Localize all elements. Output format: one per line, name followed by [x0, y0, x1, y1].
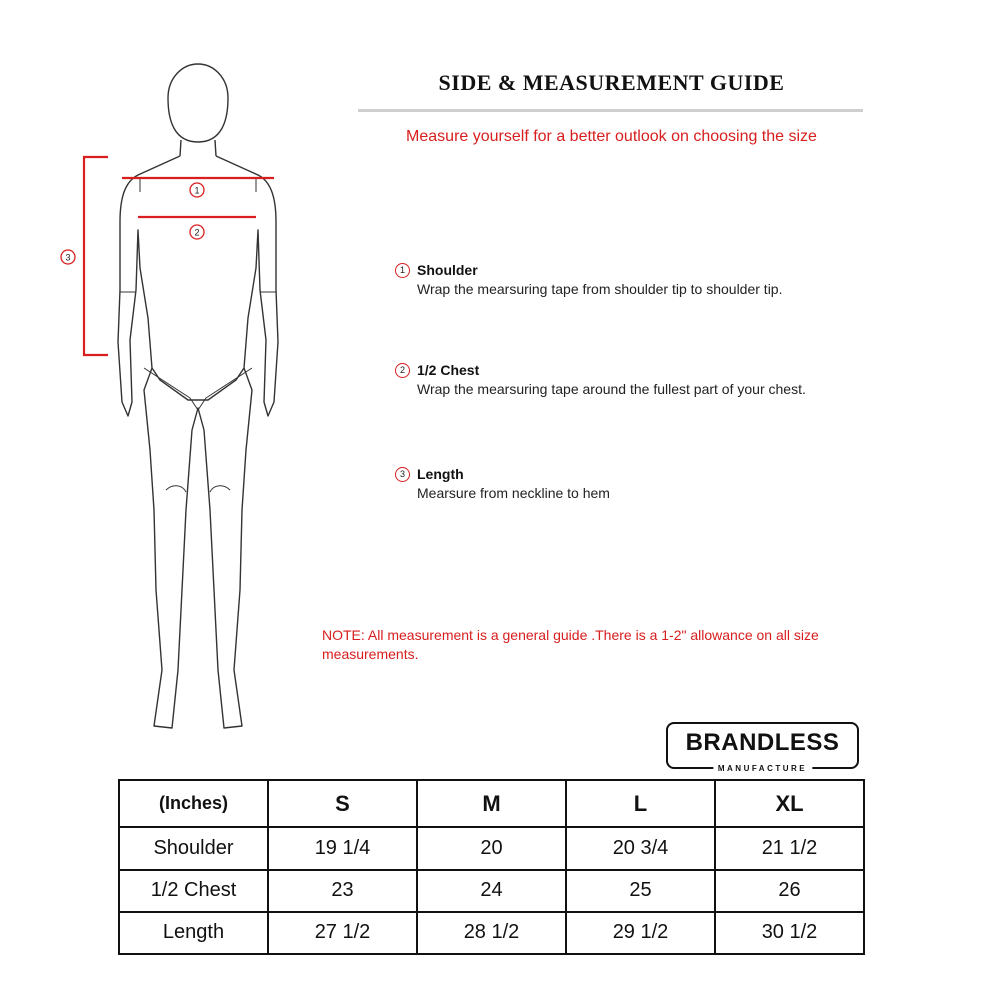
table-cell: 21 1/2 [715, 827, 864, 869]
svg-text:1: 1 [194, 185, 200, 196]
table-cell: 29 1/2 [566, 912, 715, 954]
size-chart-table [118, 779, 865, 955]
guide-description: Mearsure from neckline to hem [417, 485, 610, 501]
guide-item-shoulder [395, 261, 875, 297]
marker-2 [190, 225, 204, 239]
row-label: 1/2 Chest [119, 870, 268, 912]
table-cell: 20 3/4 [566, 827, 715, 869]
table-cell: 19 1/4 [268, 827, 417, 869]
row-label: Length [119, 912, 268, 954]
header-cell-m: M [417, 780, 566, 827]
table-cell: 28 1/2 [417, 912, 566, 954]
page-title: SIDE & MEASUREMENT GUIDE [438, 70, 785, 95]
number-badge: 3 [395, 467, 410, 482]
table-row [119, 827, 864, 869]
number-badge: 2 [395, 363, 410, 378]
table-header-row [119, 780, 864, 827]
guide-item-chest [395, 361, 875, 397]
legs-outline [144, 368, 252, 728]
page-subtitle: Measure yourself for a better outlook on choosing the size [406, 128, 817, 145]
table-cell: 24 [417, 870, 566, 912]
header-cell-xl: XL [715, 780, 864, 827]
logo-wordmark: BRANDLESS [685, 729, 840, 756]
row-label: Shoulder [119, 827, 268, 869]
table-cell: 27 1/2 [268, 912, 417, 954]
head-outline [168, 64, 228, 142]
allowance-note: NOTE: All measurement is a general guide .There is a 1-2" allowance on all size measurements. [322, 627, 819, 662]
guide-description: Wrap the mearsuring tape from shoulder tip to shoulder tip. [417, 281, 783, 297]
header-cell-s: S [268, 780, 417, 827]
guide-title: Shoulder [417, 262, 478, 278]
table-cell: 20 [417, 827, 566, 869]
length-measure-bracket [84, 157, 108, 355]
marker-1 [190, 183, 204, 197]
svg-text:2: 2 [194, 227, 200, 238]
title-divider [358, 109, 863, 112]
table-cell: 30 1/2 [715, 912, 864, 954]
guide-description: Wrap the mearsuring tape around the fullest part of your chest. [417, 381, 806, 397]
logo-tagline: MANUFACTURE [713, 764, 812, 773]
brand-logo [666, 722, 859, 773]
header-cell-unit: (Inches) [119, 780, 268, 827]
table-row [119, 870, 864, 912]
header-cell-l: L [566, 780, 715, 827]
table-cell: 25 [566, 870, 715, 912]
number-badge: 1 [395, 263, 410, 278]
guide-item-length [395, 465, 875, 501]
table-row [119, 912, 864, 954]
svg-text:3: 3 [65, 252, 71, 263]
table-cell: 23 [268, 870, 417, 912]
guide-title: 1/2 Chest [417, 362, 480, 378]
guide-title: Length [417, 466, 464, 482]
mannequin-figure [40, 50, 320, 740]
table-cell: 26 [715, 870, 864, 912]
marker-3 [61, 250, 75, 264]
